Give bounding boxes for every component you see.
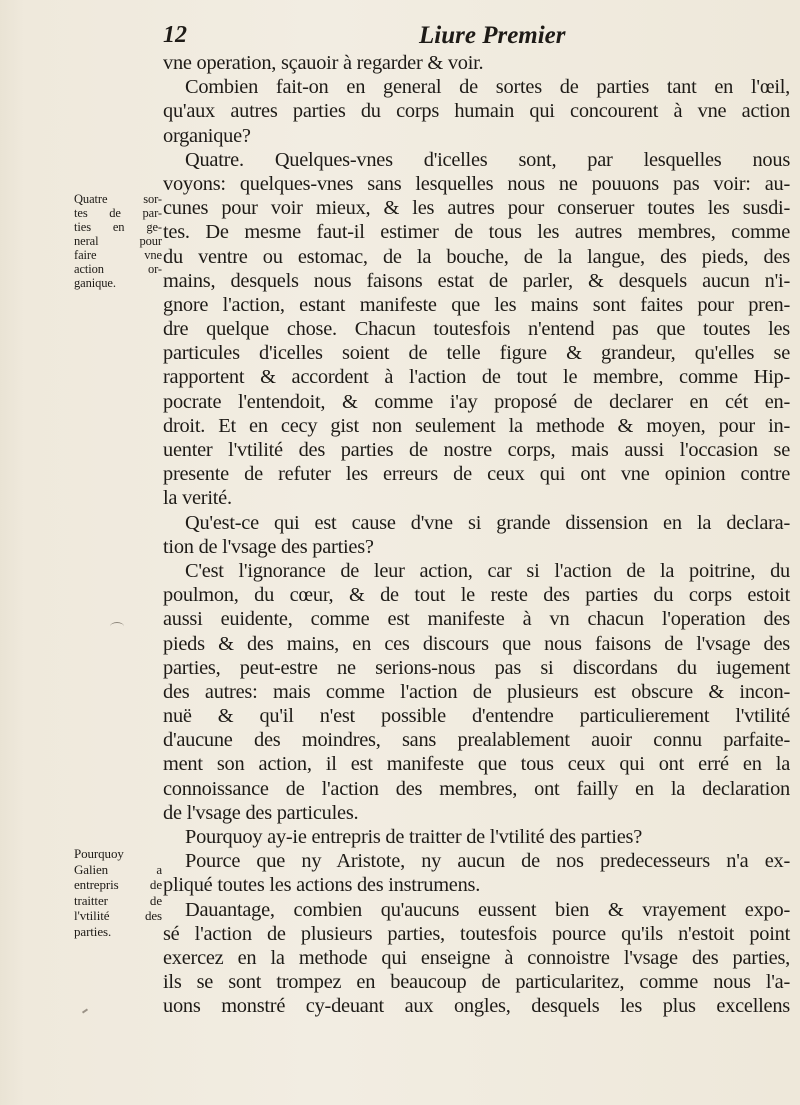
margin-note-line: Quatre sor-	[74, 192, 162, 206]
text-line: de l'vsage des particules.	[163, 801, 359, 824]
text-line: d'aucune des moindres, sans prealablement auoir connu parfaite-	[163, 729, 790, 752]
margin-note-line: l'vtilité des	[74, 908, 162, 923]
body-text	[163, 51, 790, 1019]
margin-note-line: Pourquoy	[74, 846, 124, 861]
text-line: tes. De mesme faut-il estimer de tous les autres membres, comme	[163, 221, 790, 244]
margin-note-line: parties.	[74, 923, 112, 939]
text-line: Combien fait-on en general de sortes de parties tant en l'œil,	[185, 76, 790, 99]
text-line: particules d'icelles soient de telle figure & grandeur, qu'elles se	[163, 342, 790, 365]
text-line: ils se sont trompez en beaucoup de particularitez, comme nous l'a-	[163, 971, 790, 994]
text-line: Qu'est-ce qui est cause d'vne si grande dissension en la declara-	[185, 511, 790, 534]
text-line: organique?	[163, 124, 251, 147]
text-line: ment son action, il est manifeste que tous ceux qui ont erré en la	[163, 753, 790, 776]
text-line: Dauantage, combien qu'aucuns eussent bien & vrayement expo-	[185, 898, 790, 921]
text-line: droit. Et en cecy gist non seulement la methode & moyen, pour in-	[163, 414, 790, 437]
text-line: Quatre. Quelques-vnes d'icelles sont, par lesquelles nous	[185, 148, 790, 171]
margin-note-why-galen	[74, 846, 162, 939]
margin-note-line: neral pour	[74, 234, 162, 248]
text-line: aussi euidente, comme est manifeste à vn chacun l'operation des	[163, 608, 790, 631]
margin-note-line: ties en ge-	[74, 220, 162, 234]
margin-note-line: entrepris de	[74, 877, 162, 892]
text-line: pliqué toutes les actions des instrumens.	[163, 874, 481, 897]
text-line: gnore l'action, estant manifeste que les mains sont faites pour pren-	[163, 293, 790, 316]
text-line: poulmon, du cœur, & de tout le reste des parties du corps estoit	[163, 584, 790, 607]
margin-note-line: traitter de	[74, 892, 162, 908]
ink-mark	[82, 1008, 88, 1013]
running-title: Liure Premier	[419, 22, 566, 49]
margin-note-line: ganique.	[74, 276, 116, 290]
text-line: tion de l'vsage des parties?	[163, 535, 374, 558]
text-line: pieds & des mains, en ces discours que nous faisons de l'vsage des	[163, 632, 790, 655]
text-line: qu'aux autres parties du corps humain qui concourent à vne action	[163, 100, 790, 123]
text-line: C'est l'ignorance de leur action, car si l'action de la poitrine, du	[185, 559, 790, 582]
text-line: uenter l'vtilité des parties de nostre corps, mais aussi l'occasion se	[163, 439, 790, 461]
text-line: connoissance de l'action des membres, ont failly en la declaration	[163, 777, 790, 800]
margin-note-line: Galien a	[74, 861, 162, 877]
page-header	[163, 22, 763, 52]
text-line: parties, peut-estre ne serions-nous pas si discordans du iugement	[163, 656, 790, 679]
page-number: 12	[163, 22, 187, 48]
text-line: dre quelque chose. Chacun toutesfois n'entend pas que toutes les	[163, 318, 790, 341]
text-line: la verité.	[163, 487, 232, 510]
text-line: cunes pour voir mieux, & les autres pour conseruer toutes les susdi-	[163, 197, 790, 220]
text-line: pocrate l'entendoit, & comme i'ay proposé de declarer en cét en-	[163, 390, 790, 413]
text-line: sé l'action de plusieurs parties, toutesfois pource qu'ils n'estoit point	[163, 922, 790, 945]
text-line: Pourquoy ay-ie entrepris de traitter de l'vtilité des parties?	[185, 826, 642, 848]
text-line: presente de refuter les erreurs de ceux qui ont vne opinion contre	[163, 463, 790, 486]
text-line: exercez en la methode qui enseigne à connoistre l'vsage des parties,	[163, 946, 790, 969]
ink-mark	[110, 622, 124, 631]
text-line: du ventre ou estomac, de la bouche, de la langue, des pieds, des	[163, 245, 790, 268]
margin-note-line: action or-	[74, 262, 162, 276]
text-line: rapportent & accordent à l'action de tout le membre, comme Hip-	[163, 366, 790, 389]
text-line: vne operation, sçauoir à regarder & voir.	[163, 52, 484, 74]
margin-note-line: faire vne	[74, 248, 162, 262]
margin-note-four-sorts	[74, 192, 162, 290]
text-line: nuë & qu'il n'est possible d'entendre particulierement l'vtilité	[163, 705, 790, 728]
text-line: Pource que ny Aristote, ny aucun de nos predecesseurs n'a ex-	[185, 850, 790, 873]
text-line: voyons: quelques-vnes sans lesquelles nous ne pouuons pas voir: au-	[163, 172, 790, 195]
text-line: uons monstré cy-deuant aux ongles, desquels les plus excellens	[163, 995, 790, 1018]
text-line: des autres: mais comme l'action de plusieurs est obscure & incon-	[163, 680, 790, 703]
margin-note-line: tes de par-	[74, 206, 162, 220]
text-line: mains, desquels nous faisons estat de parler, & desquels aucun n'i-	[163, 269, 790, 292]
